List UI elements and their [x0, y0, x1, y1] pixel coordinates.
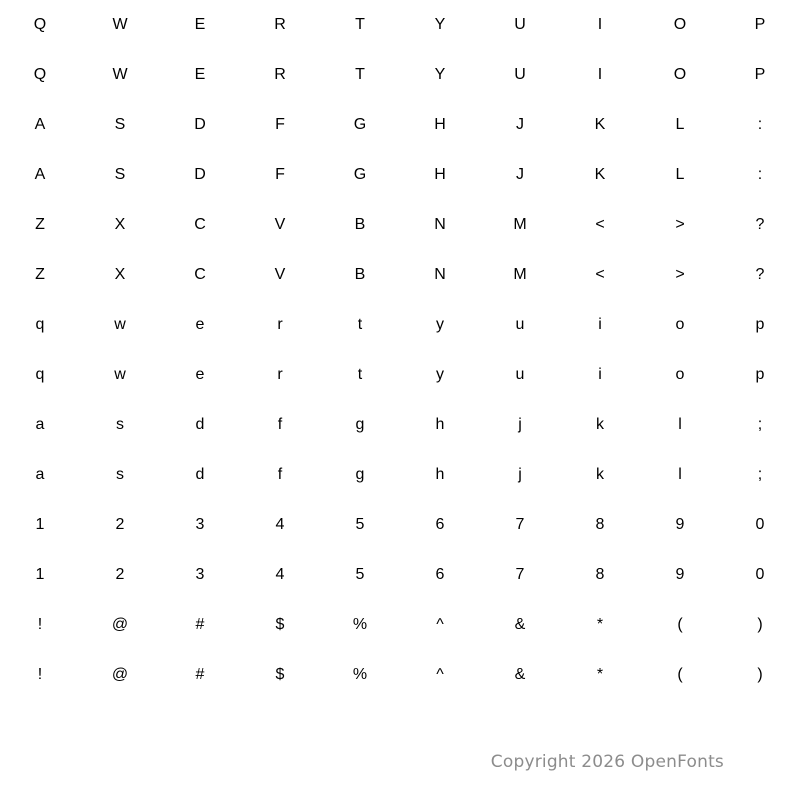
glyph-cell: 7: [515, 566, 525, 583]
glyph-cell: a: [35, 466, 45, 483]
glyph-cell: 1: [35, 566, 45, 583]
glyph-cell: k: [596, 416, 604, 433]
glyph-cell: %: [352, 666, 368, 683]
glyph-cell: w: [114, 366, 126, 383]
glyph-cell: 7: [515, 516, 525, 533]
glyph-cell: T: [355, 16, 365, 33]
glyph-cell: H: [434, 166, 446, 183]
glyph-cell: F: [275, 166, 285, 183]
glyph-cell: W: [112, 16, 128, 33]
glyph-cell: !: [37, 666, 43, 683]
glyph-cell: y: [436, 366, 444, 383]
glyph-cell: D: [194, 166, 206, 183]
glyph-cell: 4: [275, 516, 285, 533]
glyph-cell: X: [114, 216, 126, 233]
glyph-cell: T: [355, 66, 365, 83]
glyph-cell: 8: [595, 566, 605, 583]
glyph-cell: p: [755, 366, 765, 383]
glyph-cell: e: [195, 316, 205, 333]
glyph-cell: A: [34, 166, 46, 183]
glyph-cell: e: [195, 366, 205, 383]
glyph-cell: *: [596, 616, 604, 633]
glyph-cell: 9: [675, 566, 685, 583]
glyph-cell: u: [515, 366, 525, 383]
glyph-cell: 0: [755, 516, 765, 533]
glyph-cell: u: [515, 316, 525, 333]
glyph-cell: j: [518, 466, 522, 483]
glyph-cell: h: [435, 416, 445, 433]
glyph-cell: C: [194, 266, 206, 283]
glyph-cell: J: [516, 166, 524, 183]
glyph-cell: W: [112, 66, 128, 83]
glyph-cell: F: [275, 116, 285, 133]
glyph-cell: C: [194, 216, 206, 233]
glyph-cell: I: [597, 16, 603, 33]
glyph-cell: 1: [35, 516, 45, 533]
glyph-cell: &: [514, 616, 526, 633]
glyph-cell: y: [436, 316, 444, 333]
glyph-cell: J: [516, 116, 524, 133]
glyph-cell: ;: [757, 416, 763, 433]
glyph-cell: Z: [35, 216, 45, 233]
glyph-cell: f: [277, 416, 283, 433]
glyph-cell: 6: [435, 566, 445, 583]
glyph-cell: (: [677, 616, 683, 633]
glyph-cell: L: [675, 166, 685, 183]
glyph-cell: Y: [434, 16, 446, 33]
glyph-cell: (: [677, 666, 683, 683]
glyph-cell: A: [34, 116, 46, 133]
glyph-cell: 9: [675, 516, 685, 533]
glyph-cell: D: [194, 116, 206, 133]
glyph-cell: E: [194, 66, 206, 83]
glyph-cell: s: [116, 416, 124, 433]
glyph-cell: K: [594, 116, 606, 133]
glyph-cell: :: [757, 116, 763, 133]
glyph-cell: @: [111, 616, 129, 633]
glyph-cell: G: [353, 166, 367, 183]
glyph-cell: a: [35, 416, 45, 433]
glyph-cell: 2: [115, 516, 125, 533]
glyph-cell: P: [754, 16, 766, 33]
glyph-cell: S: [114, 116, 126, 133]
glyph-cell: w: [114, 316, 126, 333]
glyph-cell: #: [195, 616, 205, 633]
glyph-cell: q: [35, 316, 45, 333]
glyph-cell: $: [275, 666, 285, 683]
glyph-cell: t: [357, 366, 363, 383]
glyph-cell: @: [111, 666, 129, 683]
glyph-cell: R: [274, 66, 286, 83]
glyph-cell: 6: [435, 516, 445, 533]
glyph-cell: t: [357, 316, 363, 333]
glyph-cell: !: [37, 616, 43, 633]
glyph-cell: d: [195, 416, 205, 433]
glyph-cell: >: [675, 216, 685, 233]
glyph-cell: P: [754, 66, 766, 83]
glyph-cell: *: [596, 666, 604, 683]
glyph-cell: ?: [755, 266, 765, 283]
glyph-cell: j: [518, 416, 522, 433]
glyph-cell: M: [513, 216, 527, 233]
glyph-cell: V: [274, 216, 286, 233]
glyph-cell: ): [757, 666, 763, 683]
glyph-cell: B: [354, 216, 366, 233]
glyph-cell: o: [675, 366, 685, 383]
glyph-cell: %: [352, 616, 368, 633]
glyph-cell: d: [195, 466, 205, 483]
glyph-cell: S: [114, 166, 126, 183]
glyph-cell: l: [678, 416, 682, 433]
glyph-cell: g: [355, 416, 365, 433]
glyph-cell: k: [596, 466, 604, 483]
glyph-cell: <: [595, 216, 605, 233]
glyph-cell: p: [755, 316, 765, 333]
glyph-cell: E: [194, 16, 206, 33]
glyph-cell: O: [673, 16, 687, 33]
glyph-cell: 3: [195, 516, 205, 533]
glyph-cell: R: [274, 16, 286, 33]
glyph-cell: Z: [35, 266, 45, 283]
glyph-cell: N: [434, 266, 446, 283]
glyph-cell: ^: [436, 616, 444, 633]
glyph-cell: q: [35, 366, 45, 383]
glyph-cell: O: [673, 66, 687, 83]
glyph-cell: 8: [595, 516, 605, 533]
glyph-cell: U: [514, 66, 526, 83]
glyph-cell: h: [435, 466, 445, 483]
glyph-cell: #: [195, 666, 205, 683]
glyph-cell: f: [277, 466, 283, 483]
glyph-cell: &: [514, 666, 526, 683]
glyph-cell: K: [594, 166, 606, 183]
glyph-cell: $: [275, 616, 285, 633]
glyph-cell: <: [595, 266, 605, 283]
glyph-cell: ;: [757, 466, 763, 483]
glyph-cell: Q: [33, 16, 47, 33]
copyright-notice: Copyright 2026 OpenFonts: [490, 752, 724, 772]
glyph-cell: r: [277, 316, 283, 333]
glyph-cell: 4: [275, 566, 285, 583]
glyph-cell: ^: [436, 666, 444, 683]
glyph-cell: 3: [195, 566, 205, 583]
glyph-cell: 5: [355, 566, 365, 583]
glyph-cell: o: [675, 316, 685, 333]
glyph-cell: B: [354, 266, 366, 283]
glyph-cell: I: [597, 66, 603, 83]
glyph-cell: s: [116, 466, 124, 483]
glyph-cell: X: [114, 266, 126, 283]
glyph-cell: 5: [355, 516, 365, 533]
glyph-cell: l: [678, 466, 682, 483]
glyph-cell: g: [355, 466, 365, 483]
glyph-cell: H: [434, 116, 446, 133]
glyph-cell: >: [675, 266, 685, 283]
glyph-cell: M: [513, 266, 527, 283]
glyph-cell: i: [598, 316, 602, 333]
glyph-cell: Y: [434, 66, 446, 83]
glyph-cell: U: [514, 16, 526, 33]
glyph-cell: Q: [33, 66, 47, 83]
glyph-cell: ): [757, 616, 763, 633]
glyph-cell: V: [274, 266, 286, 283]
glyph-cell: ?: [755, 216, 765, 233]
glyph-cell: 2: [115, 566, 125, 583]
glyph-cell: :: [757, 166, 763, 183]
glyph-cell: r: [277, 366, 283, 383]
glyph-cell: N: [434, 216, 446, 233]
glyph-cell: i: [598, 366, 602, 383]
glyph-cell: L: [675, 116, 685, 133]
glyph-cell: G: [353, 116, 367, 133]
glyph-cell: 0: [755, 566, 765, 583]
